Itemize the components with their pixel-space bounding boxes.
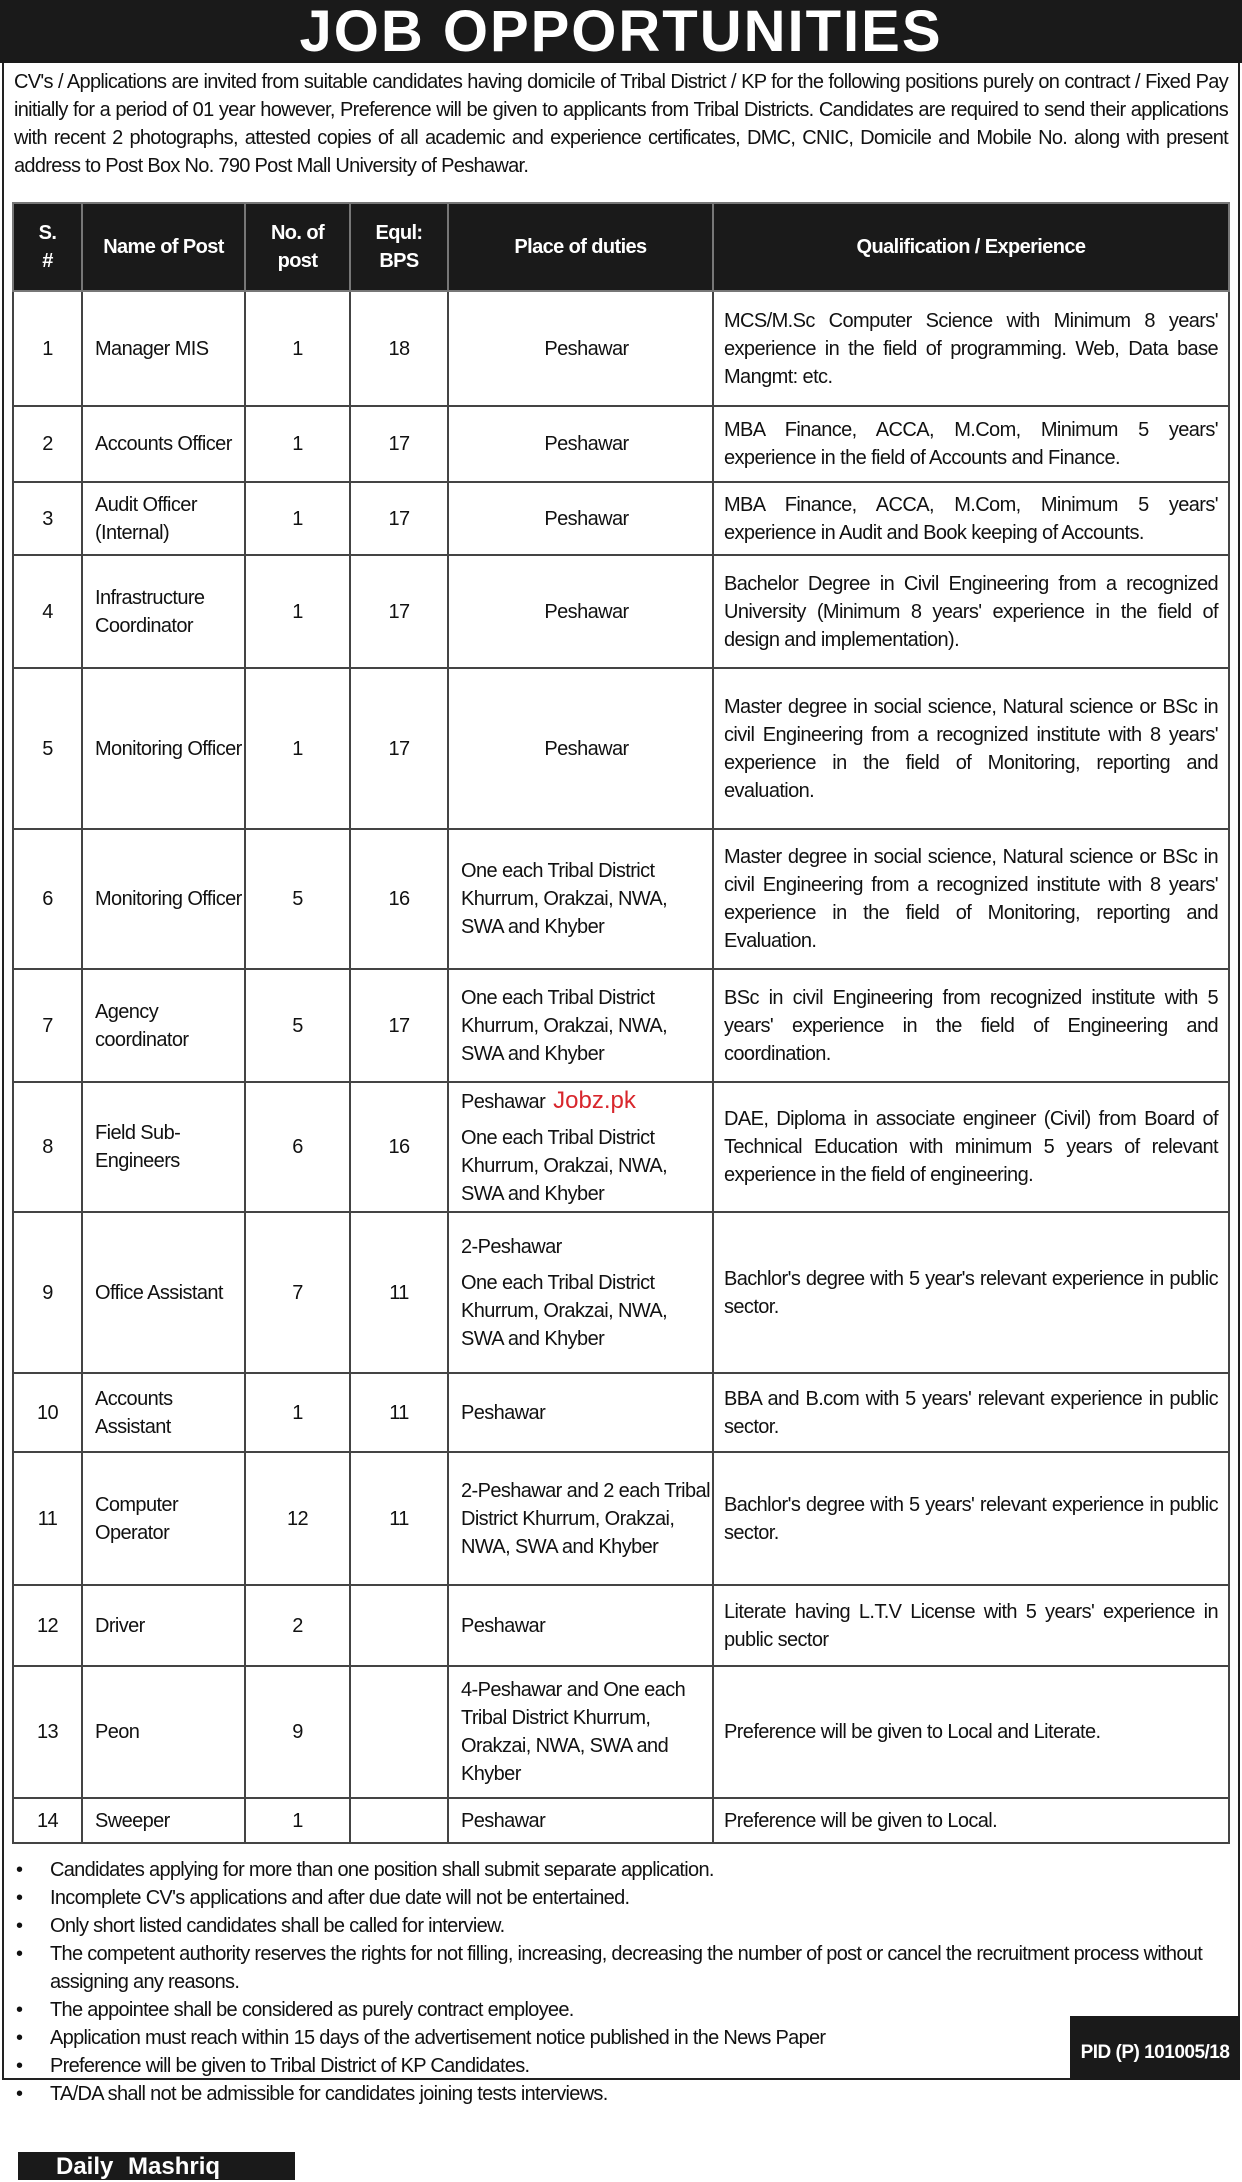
table-row: [13, 1373, 1229, 1452]
qualification-cell: MCS/M.Sc Computer Science with Minimum 8 years' experience in the field of programming. Web, Data base Mangmt: etc.: [713, 291, 1229, 406]
table-row: [13, 291, 1229, 406]
qualification-cell: Bachlor's degree with 5 year's relevant experience in public sector.: [713, 1212, 1229, 1373]
note-item: • Application must reach within 15 days of the advertisement notice published in the News Paper: [14, 2024, 1228, 2052]
bps-cell: 18: [350, 291, 448, 406]
place-text: [461, 335, 712, 363]
place-line: 4-Peshawar and One each Tribal District Khurrum, Orakzai, NWA, SWA and Khyber: [461, 1679, 686, 1785]
place-line: Peshawar: [544, 600, 629, 623]
serial-cell: 8: [13, 1082, 82, 1212]
post-count-cell: 1: [245, 1798, 350, 1843]
header-no-of-post: No. of post: [245, 203, 350, 291]
post-name-cell: Field Sub-Engineers: [82, 1082, 245, 1212]
header-name-of-post: Name of Post: [82, 203, 245, 291]
bps-cell: [350, 1585, 448, 1666]
post-count-cell: 12: [245, 1452, 350, 1585]
header-qualification: Qualification / Experience: [713, 203, 1229, 291]
serial-cell: 5: [13, 668, 82, 829]
place-cell: [448, 969, 713, 1082]
serial-cell: 4: [13, 555, 82, 668]
place-text: [461, 1807, 712, 1835]
qualification-cell: MBA Finance, ACCA, M.Com, Minimum 5 years' experience in Audit and Book keeping of Accounts.: [713, 482, 1229, 555]
header-place-of-duties: Place of duties: [448, 203, 713, 291]
table-row: [13, 1666, 1229, 1798]
qualification-cell: Preference will be given to Local.: [713, 1798, 1229, 1843]
post-count-cell: 1: [245, 668, 350, 829]
bps-cell: 17: [350, 482, 448, 555]
post-count-cell: 6: [245, 1082, 350, 1212]
place-text: [461, 1269, 712, 1353]
note-item: • Preference will be given to Tribal District of KP Candidates.: [14, 2052, 1228, 2080]
bps-cell: 16: [350, 829, 448, 969]
place-cell: [448, 668, 713, 829]
serial-cell: 12: [13, 1585, 82, 1666]
place-text: [461, 1087, 712, 1116]
bps-cell: 17: [350, 969, 448, 1082]
place-line: 2-Peshawar: [461, 1235, 562, 1258]
bps-cell: [350, 1666, 448, 1798]
table-row: [13, 1082, 1229, 1212]
post-count-cell: 1: [245, 406, 350, 482]
note-item: • Only short listed candidates shall be called for interview.: [14, 1912, 1228, 1940]
post-name-cell: Computer Operator: [82, 1452, 245, 1585]
place-text: [461, 430, 712, 458]
bps-cell: [350, 1798, 448, 1843]
table-row: [13, 1585, 1229, 1666]
positions-table: [12, 202, 1230, 1844]
post-name-cell: Accounts Assistant: [82, 1373, 245, 1452]
serial-cell: 13: [13, 1666, 82, 1798]
qualification-cell: Literate having L.T.V License with 5 years' experience in public sector: [713, 1585, 1229, 1666]
post-name-cell: Audit Officer (Internal): [82, 482, 245, 555]
post-count-cell: 2: [245, 1585, 350, 1666]
place-text: [461, 1477, 712, 1561]
place-line: Peshawar: [461, 1614, 546, 1637]
place-line: Peshawar: [544, 433, 629, 455]
place-text: [461, 1612, 712, 1640]
qualification-cell: DAE, Diploma in associate engineer (Civil) from Board of Technical Education with minimum 5 years of relevant experience in the field of engineering.: [713, 1082, 1229, 1212]
note-item: • The appointee shall be considered as purely contract employee.: [14, 1996, 1228, 2024]
place-line: One each Tribal District Khurrum, Orakzai, NWA, SWA and Khyber: [461, 986, 668, 1065]
post-name-cell: Agency coordinator: [82, 969, 245, 1082]
place-line: One each Tribal District Khurrum, Orakzai, NWA, SWA and Khyber: [461, 1271, 668, 1350]
post-name-cell: Office Assistant: [82, 1212, 245, 1373]
bps-cell: 16: [350, 1082, 448, 1212]
place-line: Peshawar: [544, 337, 629, 360]
serial-cell: 14: [13, 1798, 82, 1843]
post-count-cell: 1: [245, 291, 350, 406]
pid-number: PID (P) 101005/18: [1070, 2016, 1240, 2080]
header-serial: S. #: [13, 203, 82, 291]
newspaper-name: Daily Mashriq: [18, 2152, 295, 2180]
place-cell: [448, 291, 713, 406]
serial-cell: 6: [13, 829, 82, 969]
table-row: [13, 482, 1229, 555]
table-row: [13, 1212, 1229, 1373]
place-line: Peshawar: [461, 1401, 546, 1424]
place-cell: [448, 1452, 713, 1585]
qualification-cell: BSc in civil Engineering from recognized institute with 5 years' experience in the field of Engineering and coordination.: [713, 969, 1229, 1082]
table-row: [13, 555, 1229, 668]
table-row: [13, 969, 1229, 1082]
serial-cell: 1: [13, 291, 82, 406]
table-row: [13, 1798, 1229, 1843]
place-line: One each Tribal District Khurrum, Orakzai, NWA, SWA and Khyber: [461, 860, 668, 938]
qualification-cell: BBA and B.com with 5 years' relevant experience in public sector.: [713, 1373, 1229, 1452]
qualification-cell: Master degree in social science, Natural science or BSc in civil Engineering from a recognized institute with 8 years' experience in the field of Monitoring, reporting and evaluation.: [713, 668, 1229, 829]
place-cell: [448, 1212, 713, 1373]
post-name-cell: Monitoring Officer: [82, 829, 245, 969]
table-row: [13, 829, 1229, 969]
place-line: One each Tribal District Khurrum, Orakzai, NWA, SWA and Khyber: [461, 1126, 668, 1205]
serial-cell: 7: [13, 969, 82, 1082]
place-line: Peshawar: [544, 737, 629, 760]
table-row: [13, 406, 1229, 482]
bps-cell: 11: [350, 1452, 448, 1585]
serial-cell: 9: [13, 1212, 82, 1373]
watermark: Jobz.pk: [553, 1086, 636, 1114]
qualification-cell: MBA Finance, ACCA, M.Com, Minimum 5 years' experience in the field of Accounts and Finance.: [713, 406, 1229, 482]
place-cell: [448, 1373, 713, 1452]
serial-cell: 2: [13, 406, 82, 482]
place-cell: [448, 829, 713, 969]
post-count-cell: 7: [245, 1212, 350, 1373]
post-name-cell: Peon: [82, 1666, 245, 1798]
qualification-cell: Bachlor's degree with 5 years' relevant experience in public sector.: [713, 1452, 1229, 1585]
note-item: • Incomplete CV's applications and after due date will not be entertained.: [14, 1884, 1228, 1912]
place-cell: [448, 1585, 713, 1666]
place-cell: [448, 406, 713, 482]
note-item: • The competent authority reserves the rights for not filling, increasing, decreasing the number of post or cancel the recruitment process without assigning any reasons.: [14, 1940, 1228, 1996]
serial-cell: 11: [13, 1452, 82, 1585]
post-count-cell: 5: [245, 829, 350, 969]
header-bps: Equl: BPS: [350, 203, 448, 291]
intro-paragraph: CV's / Applications are invited from suitable candidates having domicile of Tribal District / KP for the following positions purely on contract / Fixed Pay initially for a period of 01 year however, Preference will be given to applicants from Tribal Districts. Candidates are required to send their applications with recent 2 photographs, attested copies of all academic and experience certificates, DMC, CNIC, Domicile and Mobile No. along with present address to Post Box No. 790 Post Mall University of Peshawar.: [14, 71, 1228, 177]
notes-list: [14, 1856, 1228, 2108]
qualification-cell: Preference will be given to Local and Literate.: [713, 1666, 1229, 1798]
qualification-cell: Master degree in social science, Natural science or BSc in civil Engineering from a recognized institute with 8 years' experience in the field of Monitoring, reporting and Evaluation.: [713, 829, 1229, 969]
post-name-cell: Manager MIS: [82, 291, 245, 406]
post-name-cell: Infrastructure Coordinator: [82, 555, 245, 668]
place-text: [461, 1124, 712, 1208]
note-item: • Candidates applying for more than one position shall submit separate application.: [14, 1856, 1228, 1884]
place-cell: [448, 1082, 713, 1212]
post-name-cell: Sweeper: [82, 1798, 245, 1843]
place-line: 2-Peshawar and 2 each Tribal District Khurrum, Orakzai, NWA, SWA and Khyber: [461, 1479, 710, 1558]
post-count-cell: 1: [245, 1373, 350, 1452]
serial-cell: 3: [13, 482, 82, 555]
table-row: [13, 668, 1229, 829]
place-text: [461, 984, 712, 1068]
bps-cell: 11: [350, 1373, 448, 1452]
bps-cell: 17: [350, 668, 448, 829]
place-text: [461, 598, 712, 626]
place-line: Peshawar: [461, 1809, 546, 1832]
place-cell: [448, 1798, 713, 1843]
post-count-cell: 1: [245, 482, 350, 555]
place-text: [461, 1676, 712, 1788]
place-text: [461, 1399, 712, 1427]
bps-cell: 17: [350, 555, 448, 668]
post-count-cell: 1: [245, 555, 350, 668]
post-name-cell: Driver: [82, 1585, 245, 1666]
bps-cell: 17: [350, 406, 448, 482]
place-text: [461, 1233, 712, 1261]
place-text: [461, 505, 712, 533]
place-line: Peshawar: [461, 1090, 546, 1113]
bps-cell: 11: [350, 1212, 448, 1373]
place-cell: [448, 555, 713, 668]
post-count-cell: 5: [245, 969, 350, 1082]
post-name-cell: Monitoring Officer: [82, 668, 245, 829]
table-row: [13, 1452, 1229, 1585]
post-name-cell: Accounts Officer: [82, 406, 245, 482]
serial-cell: 10: [13, 1373, 82, 1452]
place-cell: [448, 1666, 713, 1798]
note-item: • TA/DA shall not be admissible for candidates joining tests interviews.: [14, 2080, 1228, 2108]
place-cell: [448, 482, 713, 555]
place-text: [461, 735, 712, 763]
place-line: Peshawar: [544, 507, 629, 530]
qualification-cell: Bachelor Degree in Civil Engineering from a recognized University (Minimum 8 years' experience in the field of design and implementation).: [713, 555, 1229, 668]
post-count-cell: 9: [245, 1666, 350, 1798]
place-text: [461, 857, 712, 941]
table-header-row: [13, 203, 1229, 291]
page-title: JOB OPPORTUNITIES: [0, 0, 1242, 63]
